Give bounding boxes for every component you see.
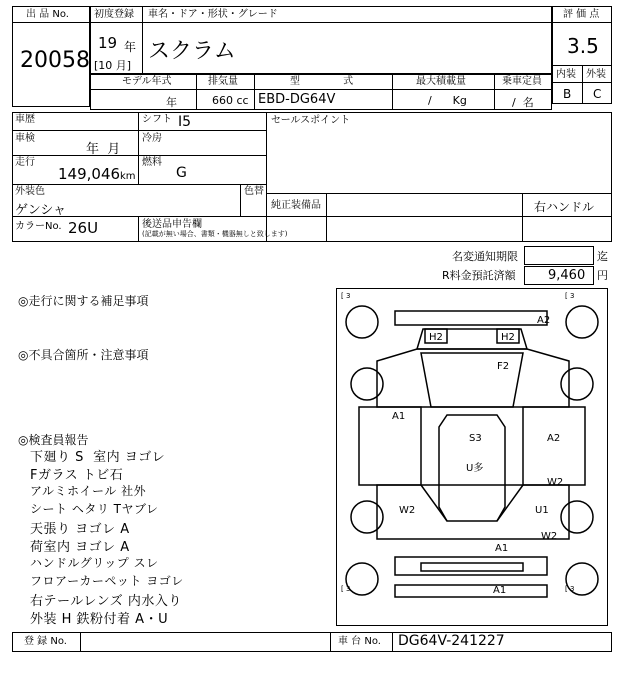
mark-h2-right: H2 (501, 332, 515, 343)
capacity-label: 乗車定員 (502, 76, 542, 87)
mark-f2: F2 (497, 361, 510, 372)
mileage: 149,046 (58, 165, 121, 183)
transfer-box (524, 246, 594, 265)
type-label: 型 式 (290, 76, 354, 87)
note-line-1: 下廻り S 室内 ヨゴレ (30, 450, 166, 465)
chassis-no: DG64V-241227 (398, 633, 505, 649)
exterior-label: 外装 (586, 69, 606, 80)
color: ゲンシャ (15, 203, 67, 218)
mark-a1-lower: A1 (495, 543, 509, 554)
recycle-label: R料金預託済額 (442, 269, 516, 282)
displacement-label: 排気量 (208, 76, 238, 87)
chassis-label: 車 台 No. (338, 636, 381, 647)
type: EBD-DG64V (258, 92, 336, 107)
score: 3.5 (567, 34, 599, 58)
registration-label: 登 録 No. (24, 636, 67, 647)
aircon-label: 冷房 (142, 133, 162, 144)
mark-w2-left: W2 (399, 505, 416, 516)
defects-label: ◎不具合箇所・注意事項 (18, 348, 149, 362)
recolor-label: 色替 (244, 186, 264, 197)
car-name-label: 車名・ドア・形状・グレード (148, 9, 278, 20)
note-line-7: ハンドルグリップ スレ (30, 556, 159, 570)
mark-w2-lower: W2 (541, 531, 558, 542)
color-no-label: カラーNo. (15, 221, 62, 232)
inspector-label: ◎検査員報告 (18, 433, 89, 447)
recycle-unit: 円 (597, 269, 608, 282)
note-line-3: アルミホイール 社外 (30, 484, 147, 498)
mileage-unit: km (120, 171, 136, 182)
mark-w2-right: W2 (547, 477, 564, 488)
lot-no: 20058 (20, 48, 90, 73)
sales-point-label: セールスポイント (271, 115, 351, 126)
note-line-8: フロアーカーペット ヨゴレ (30, 574, 184, 588)
mark-s3: S3 (469, 433, 482, 444)
interior-grade: B (563, 87, 572, 101)
corner-rl-label: [ 3 (341, 585, 351, 593)
color-label: 外装色 (15, 186, 45, 197)
mileage-label: 走行 (15, 157, 35, 168)
equipment-label: 純正装備品 (271, 200, 321, 211)
car-name: スクラム (148, 39, 236, 64)
first-reg-month: [10 月] (94, 59, 132, 72)
color-no: 26U (68, 219, 99, 237)
corner-rr-label: [ 3 (565, 585, 575, 593)
recycle-value: 9,460 (548, 268, 586, 283)
mark-u-many: U多 (466, 463, 484, 474)
first-reg-label: 初度登録 (94, 9, 134, 20)
mark-a2-top: A2 (537, 315, 551, 326)
footer-frame (12, 632, 612, 652)
model-year-unit: 年 (166, 96, 177, 109)
lot-no-label: 出 品 No. (26, 9, 69, 20)
year-unit: 年 (124, 40, 137, 54)
inspection-value: 年 月 (86, 142, 121, 157)
transfer-label: 名変通知期限 (452, 250, 518, 263)
shift: I5 (178, 114, 192, 130)
exterior-grade: C (593, 87, 602, 101)
shift-label: シフト (142, 114, 172, 125)
mark-a2-right: A2 (547, 433, 561, 444)
displacement: 660 cc (212, 94, 249, 107)
after-label: 後送品申告欄 (142, 219, 202, 230)
driving-notes-label: ◎走行に関する補足事項 (18, 294, 149, 308)
mark-h2-left: H2 (429, 332, 443, 343)
car-diagram-svg (337, 289, 607, 625)
note-line-2: Fガラス トビ石 (30, 468, 124, 483)
note-line-9: 右テールレンズ 内水入り (30, 594, 182, 609)
capacity: / 名 (512, 96, 534, 109)
max-load: / Kg (428, 94, 467, 107)
fuel: G (176, 165, 187, 181)
car-diagram (336, 288, 608, 626)
transfer-unit: 迄 (597, 250, 608, 263)
corner-fl-label: [ 3 (341, 292, 351, 300)
first-reg-year: 19 (98, 34, 118, 52)
max-load-label: 最大積載量 (416, 76, 466, 87)
after-note: (記載が無い場合、書類・機器無しと致します) (142, 230, 288, 238)
note-line-5: 天張り ヨゴレ A (30, 522, 130, 537)
mark-a1-left: A1 (392, 411, 406, 422)
note-line-4: シート ヘタリ Tヤブレ (30, 502, 159, 516)
mark-a1-bottom: A1 (493, 585, 507, 596)
corner-fr-label: [ 3 (565, 292, 575, 300)
note-line-10: 外装 H 鉄粉付着 A・U (30, 612, 169, 627)
score-label: 評 価 点 (563, 9, 600, 20)
mark-u1: U1 (535, 505, 549, 516)
note-line-6: 荷室内 ヨゴレ A (30, 540, 130, 555)
interior-label: 内装 (556, 69, 576, 80)
inspection-label: 車検 (15, 133, 35, 144)
history-label: 車歴 (15, 114, 35, 125)
handle: 右ハンドル (534, 200, 595, 214)
model-year-label: モデル年式 (122, 76, 172, 87)
fuel-label: 燃料 (142, 157, 162, 168)
